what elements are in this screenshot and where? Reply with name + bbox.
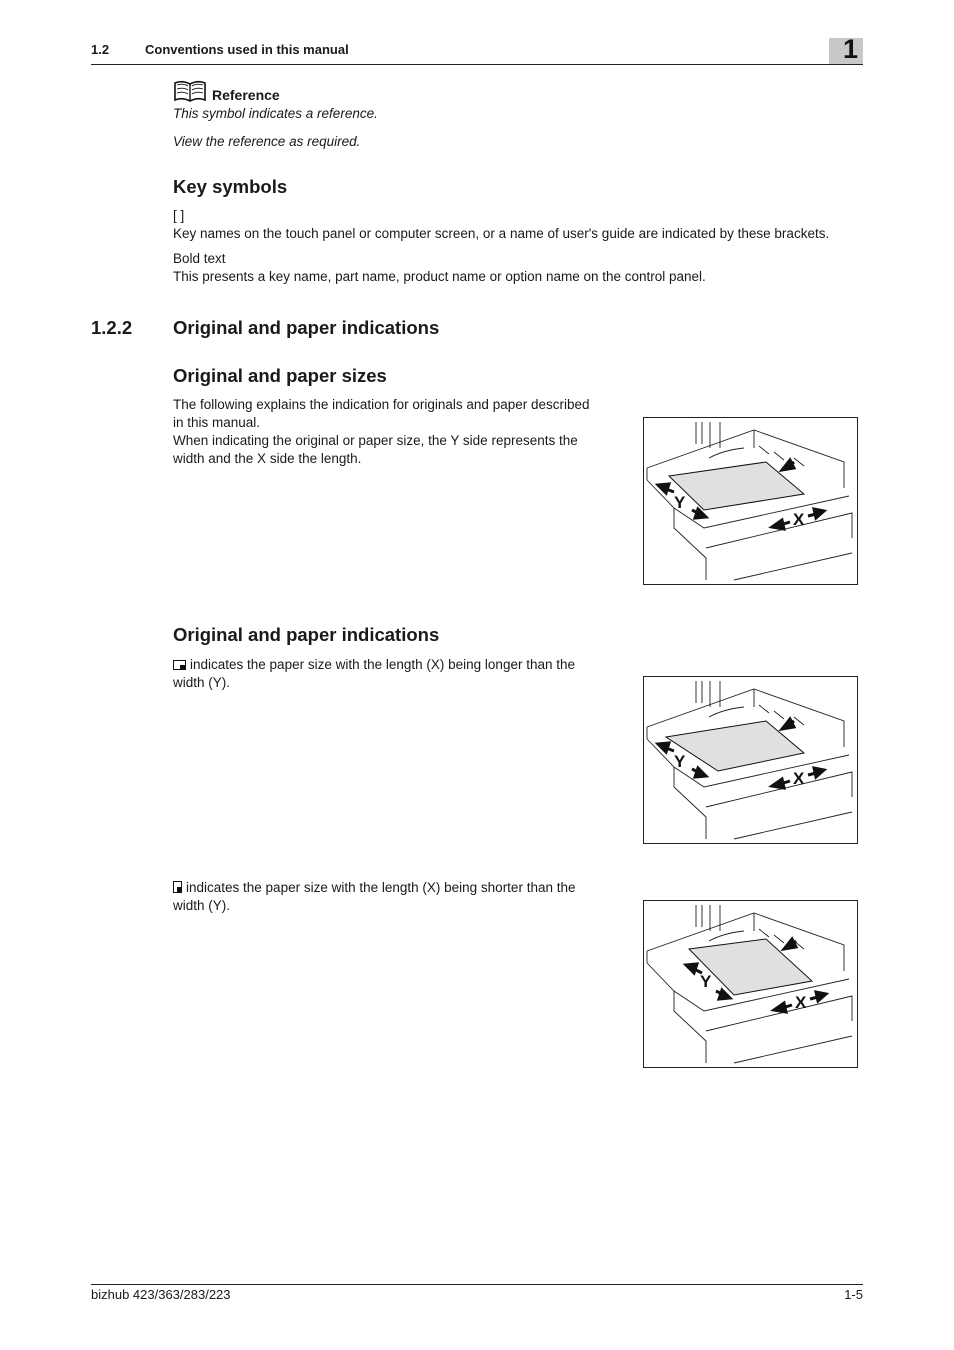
section-number: 1.2.2	[91, 317, 133, 338]
landscape-paper-icon	[173, 657, 186, 675]
chapter-number: 1	[843, 34, 859, 64]
x-side-label: X	[793, 769, 805, 788]
x-side-label: X	[795, 993, 807, 1012]
brackets-description: Key names on the touch panel or computer screen, or a name of user's guide are indicated by these brackets.	[173, 226, 830, 241]
y-side-label: Y	[700, 972, 712, 991]
copier-platen-landscape-drawing	[644, 677, 857, 843]
portrait-text-1: indicates the paper size with the length (X) being shorter than the	[186, 880, 576, 895]
portrait-line-1	[173, 879, 575, 898]
portrait-line-2: width (Y).	[173, 898, 231, 913]
figure-landscape-paper-illustration	[643, 676, 858, 844]
landscape-text-1: indicates the paper size with the length (X) being longer than the	[190, 657, 575, 672]
bold-text-symbol: Bold text	[173, 251, 226, 266]
footer-rule	[91, 1284, 863, 1285]
reference-line-1: This symbol indicates a reference.	[173, 106, 378, 121]
copier-platen-portrait-drawing	[644, 901, 857, 1067]
y-side-label: Y	[674, 752, 686, 771]
header-section-title: Conventions used in this manual	[145, 42, 349, 57]
sizes-line-2: in this manual.	[173, 415, 261, 430]
figure-portrait-paper-illustration	[643, 900, 858, 1068]
figure-paper-size-illustration	[643, 417, 858, 585]
sizes-line-3: When indicating the original or paper size, the Y side represents the	[173, 433, 578, 448]
copier-platen-drawing	[644, 418, 857, 584]
x-side-label: X	[793, 510, 805, 529]
sizes-heading: Original and paper sizes	[173, 365, 387, 386]
portrait-paper-icon	[173, 880, 182, 898]
footer-page-number: 1-5	[844, 1287, 863, 1302]
reference-title: Reference	[212, 87, 280, 103]
bold-text-description: This presents a key name, part name, product name or option name on the control panel.	[173, 269, 706, 284]
sizes-line-1: The following explains the indication for originals and paper described	[173, 397, 590, 412]
landscape-line-2: width (Y).	[173, 675, 231, 690]
sizes-line-4: width and the X side the length.	[173, 451, 362, 466]
reference-line-2: View the reference as required.	[173, 134, 361, 149]
footer-model: bizhub 423/363/283/223	[91, 1287, 231, 1302]
key-symbols-heading: Key symbols	[173, 176, 288, 197]
indications-heading: Original and paper indications	[173, 624, 440, 645]
section-title: Original and paper indications	[173, 317, 440, 338]
landscape-line-1	[173, 656, 575, 675]
header-section-number: 1.2	[91, 42, 110, 57]
header-rule	[91, 64, 863, 65]
brackets-symbol: [ ]	[173, 208, 185, 223]
book-icon	[173, 80, 207, 104]
y-side-label: Y	[674, 493, 686, 512]
